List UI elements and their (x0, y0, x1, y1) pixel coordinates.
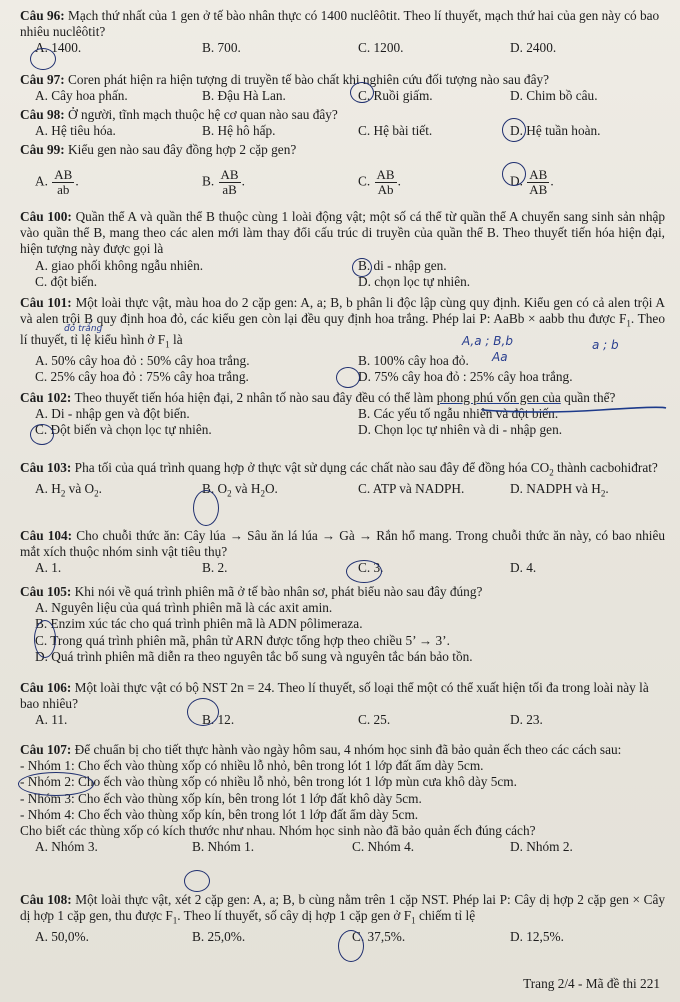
question-number: Câu 100: (20, 209, 72, 224)
option-d[interactable]: D. 23. (510, 712, 543, 728)
group-3: - Nhóm 3: Cho ếch vào thùng xốp kín, bên trong lót 1 lớp đất khô dày 5cm. (20, 790, 422, 806)
subscript: 2 (60, 488, 66, 499)
options (20, 160, 665, 196)
options (20, 369, 665, 385)
question-ask: Cho biết các thùng xốp có kích thước như nhau. Nhóm học sinh nào đã bảo quản ếch đúng cách? (20, 823, 536, 839)
handwritten-note: a ; b (592, 338, 619, 352)
option-c[interactable]: C. ATP và NADPH. (358, 480, 465, 496)
genotype-fraction (219, 168, 241, 197)
subscript: 1 (626, 318, 631, 329)
option-d[interactable]: D. Nhóm 2. (510, 839, 573, 855)
fraction-denominator: AB (529, 182, 548, 198)
options (20, 123, 665, 139)
question-text: Khi nói về quá trình phiên mã ở tế bào nhân sơ, phát biểu nào sau đây đúng? (74, 584, 483, 599)
question-106 (20, 680, 665, 728)
option-b[interactable]: B. 12. (202, 712, 235, 728)
fraction-numerator: AB (54, 167, 73, 183)
option-c[interactable]: C. 3. (358, 560, 384, 576)
option-a[interactable]: A. 50% cây hoa đỏ : 50% cây hoa trắng. (35, 352, 250, 368)
question-number: Câu 104: (20, 528, 73, 543)
options (20, 839, 665, 855)
option-d[interactable]: D. Chim bồ câu. (510, 88, 598, 104)
question-108 (20, 892, 665, 945)
group-4: - Nhóm 4: Cho ếch vào thùng xốp kín, bên trong lót 1 lớp đất ẩm dày 5cm. (20, 806, 419, 822)
option-text: B. O (202, 480, 228, 496)
question-text: Để chuẩn bị cho tiết thực hành vào ngày hôm sau, 4 nhóm học sinh đã bảo quản ếch theo các cách sau: (74, 742, 622, 757)
question-number: Câu 96: (20, 8, 65, 23)
question-text: Ở người, tĩnh mạch thuộc hệ cơ quan nào sau đây? (68, 107, 338, 122)
question-97 (20, 72, 665, 104)
genotype-fraction (52, 168, 74, 197)
group-1: - Nhóm 1: Cho ếch vào thùng xốp có nhiều lỗ nhỏ, bên trong lót 1 lớp đất ẩm dày 5cm. (20, 758, 484, 774)
question-text-end: quần thể? (560, 390, 616, 405)
question-number: Câu 98: (20, 107, 65, 122)
option-text: . (98, 480, 102, 496)
option-d[interactable]: D. $\frac{AB}{AB}$ . (510, 167, 554, 198)
option-a[interactable]: A. Di - nhập gen và đột biến. (35, 406, 190, 422)
question-101 (20, 295, 665, 385)
question-text: Một loài thực vật, màu hoa do 2 cặp gen: A, a; B, b phân li độc lập cùng quy định. Kiểu gen có cả alen trội A và alen trội B quy định hoa đỏ, các kiểu gen còn lại đều quy định hoa trắng. Phép lai P: AaBb × aabb thu được F (20, 295, 666, 327)
fraction-denominator: aB (222, 182, 237, 198)
option-text: và O (65, 480, 95, 496)
question-text: Mạch thứ nhất của 1 gen ở tế bào nhân thực có 1400 nuclêôtit. Theo lí thuyết, mạch thứ hai của gen này có bao nhiêu nuclêôtit? (20, 8, 660, 40)
question-text: Coren phát hiện ra hiện tượng di truyền tế bào chất khi nghiên cứu đối tượng nào sau đây? (68, 72, 550, 87)
question-text: Theo thuyết tiến hóa hiện đại, 2 nhân tố nào sau đây đều có thể làm (74, 390, 437, 405)
option-c[interactable]: C. 25% cây hoa đỏ : 75% cây hoa trắng. (35, 368, 249, 384)
question-number: Câu 108: (20, 892, 72, 907)
option-text: O. (264, 480, 278, 496)
option-b[interactable]: B. 25,0%. (192, 929, 246, 945)
page-footer: Trang 2/4 - Mã đề thi 221 (523, 976, 660, 991)
option-c[interactable]: C. Nhóm 4. (352, 839, 415, 855)
fraction-numerator: AB (376, 167, 395, 183)
option-a[interactable]: A. Nguyên liệu của quá trình phiên mã là các axit amin. (35, 600, 333, 616)
question-96 (20, 8, 665, 56)
question-text: Pha tối của quá trình quang hợp ở thực vật sử dụng các chất nào sau đây để đồng hóa CO (74, 460, 550, 475)
options (20, 422, 665, 438)
option-d[interactable]: D. 4. (510, 560, 537, 576)
option-c[interactable]: C. 1200. (358, 40, 404, 56)
question-number: Câu 97: (20, 72, 65, 87)
genotype-fraction (375, 168, 397, 197)
option-b[interactable]: B. 100% cây hoa đỏ. (358, 352, 469, 368)
option-text: . (605, 480, 609, 496)
option-c[interactable]: C. $\frac{AB}{Ab}$ . (358, 167, 401, 198)
option-a[interactable]: A. Nhóm 3. (35, 839, 98, 855)
question-107 (20, 742, 665, 855)
option-a[interactable]: A. giao phối không ngẫu nhiên. (35, 257, 204, 273)
option-a[interactable] (35, 481, 102, 502)
fraction-denominator: ab (57, 182, 70, 198)
option-b[interactable]: B. 2. (202, 560, 228, 576)
group-2: - Nhóm 2: Cho ếch vào thùng xốp có nhiều lỗ nhỏ, bên trong lót 1 lớp mùn cưa khô dày 5cm. (20, 774, 517, 790)
option-text: A. H (35, 480, 61, 496)
question-text: Quần thể A và quần thể B thuộc cùng 1 loài động vật; một số cá thể từ quần thể A chuyển sang sinh sản nhập vào quần thể B, mang theo các alen mới làm thay đổi cấu trúc di truyền của quần thể B. Theo thuyết tiến hóa hiện đại, hiện tượng này được gọi là (20, 209, 666, 257)
subscript: 1 (411, 915, 416, 926)
option-a[interactable]: A. Cây hoa phấn. (35, 88, 128, 104)
option-b[interactable]: B. Enzim xúc tác cho quá trình phiên mã là ADN pôlimeraza. (35, 616, 363, 632)
option-c[interactable]: C. 25. (358, 712, 391, 728)
question-text: Một loài thực vật có bộ NST 2n = 24. Theo lí thuyết, số loại thể một có thể xuất hiện tối đa trong loài này là bao nhiêu? (20, 680, 649, 712)
option-a[interactable]: A. 1. (35, 560, 62, 576)
question-text: Cho chuỗi thức ăn: Cây lúa → Sâu ăn lá lúa → Gà → Rắn hổ mang. Trong chuỗi thức ăn này, có bao nhiêu mắt xích thuộc nhóm sinh vật tiêu thụ? (20, 528, 665, 560)
option-d[interactable]: D. 2400. (510, 40, 557, 56)
fraction-numerator: AB (220, 167, 239, 183)
option-a[interactable]: A. 11. (35, 712, 68, 728)
question-98 (20, 107, 665, 139)
question-103 (20, 460, 665, 497)
option-d[interactable]: D. chọn lọc tự nhiên. (358, 273, 471, 289)
question-text: Kiểu gen nào sau đây đồng hợp 2 cặp gen? (68, 142, 297, 157)
options (20, 258, 665, 274)
option-a[interactable]: A. 1400. (35, 40, 82, 56)
question-number: Câu 106: (20, 680, 72, 695)
option-c[interactable]: C. Ruồi giấm. (358, 88, 433, 104)
option-c[interactable]: C. đột biến. (35, 273, 98, 289)
subscript: 2 (549, 467, 554, 478)
question-100 (20, 209, 665, 290)
option-text: D. NADPH và H (510, 480, 601, 496)
question-text: Một loài thực vật, xét 2 cặp gen: A, a; B, b cùng nằm trên 1 cặp NST. Phép lai P: Cây dị hợp 2 cặp gen × Cây dị hợp 1 cặp gen, thu được F (20, 892, 666, 924)
question-text-cont: . Theo lí thuyết, số cây dị hợp 1 cặp gen ở F (177, 908, 412, 924)
underline-stroke (482, 407, 666, 412)
question-text-cont: . Theo lí thuyết, tỉ lệ kiểu hình ở F (20, 311, 665, 348)
option-text: và H (231, 480, 261, 496)
subscript: 1 (165, 339, 170, 350)
option-b[interactable]: B. Đậu Hà Lan. (202, 88, 286, 104)
option-d[interactable]: D. 75% cây hoa đỏ : 25% cây hoa trắng. (358, 368, 573, 384)
option-b[interactable]: B. $\frac{AB}{aB}$ . (202, 167, 245, 198)
question-104 (20, 528, 665, 576)
fraction-numerator: AB (529, 167, 548, 183)
question-number: Câu 101: (20, 295, 72, 310)
subscript: 2 (227, 488, 232, 499)
options (20, 481, 665, 497)
question-number: Câu 99: (20, 142, 65, 157)
subscript: 2 (260, 488, 265, 499)
option-c[interactable]: C. Đột biến và chọn lọc tự nhiên. (35, 422, 212, 438)
option-d[interactable]: D. Hệ tuần hoàn. (510, 123, 601, 139)
option-a[interactable]: A. $\frac{AB}{ab}$ . (35, 167, 79, 198)
option-d[interactable] (510, 481, 609, 502)
option-b[interactable]: B. di - nhập gen. (358, 257, 447, 273)
fraction-denominator: Ab (377, 182, 394, 198)
handwritten-note: Aa (492, 350, 508, 364)
question-text-end: là (169, 332, 183, 348)
question-number: Câu 102: (20, 390, 72, 405)
question-105 (20, 584, 665, 665)
option-c[interactable]: C. 37,5%. (352, 929, 406, 945)
option-label: D. (510, 173, 523, 189)
subscript: 1 (172, 915, 178, 926)
option-b[interactable]: B. Các yếu tố ngẫu nhiên và đột biến. (358, 406, 559, 422)
options (20, 560, 665, 576)
option-c[interactable]: C. Trong quá trình phiên mã, phân tử ARN được tổng hợp theo chiều 5’ → 3’. (35, 632, 450, 648)
option-b[interactable] (202, 481, 278, 502)
handwritten-note: A,a ; B,b (462, 334, 513, 348)
option-d[interactable]: D. 12,5%. (510, 929, 564, 945)
option-a[interactable]: A. 50,0%. (35, 929, 89, 945)
option-label: C. (358, 173, 371, 189)
underlined-phrase: phong phú vốn gen của (436, 390, 561, 405)
option-b[interactable]: B. Hệ hô hấp. (202, 123, 276, 139)
options (20, 88, 665, 104)
option-b[interactable]: B. Nhóm 1. (192, 839, 255, 855)
options (20, 353, 665, 369)
question-99 (20, 142, 665, 196)
handwritten-underline (480, 400, 670, 416)
option-label: B. (202, 173, 215, 189)
handwritten-note: đỏ trắng (64, 324, 103, 334)
option-d[interactable]: D. Chọn lọc tự nhiên và di - nhập gen. (358, 422, 563, 438)
question-text-end: chiếm tỉ lệ (415, 908, 476, 924)
question-text-end: thành cacbohiđrat? (553, 460, 658, 475)
options (20, 274, 665, 290)
options (20, 40, 665, 56)
options (20, 929, 665, 945)
question-number: Câu 103: (20, 460, 72, 475)
question-number: Câu 107: (20, 742, 72, 757)
genotype-fraction (527, 168, 549, 197)
option-c[interactable]: C. Hệ bài tiết. (358, 123, 433, 139)
options (20, 712, 665, 728)
option-b[interactable]: B. 700. (202, 40, 241, 56)
option-a[interactable]: A. Hệ tiêu hóa. (35, 123, 116, 139)
subscript: 2 (600, 488, 606, 499)
question-number: Câu 105: (20, 584, 72, 599)
answer-circle-mark (184, 870, 210, 892)
option-label: A. (35, 173, 48, 189)
subscript: 2 (94, 488, 99, 499)
option-d[interactable]: D. Quá trình phiên mã diễn ra theo nguyên tắc bổ sung và nguyên tắc bán bảo tồn. (35, 648, 473, 664)
